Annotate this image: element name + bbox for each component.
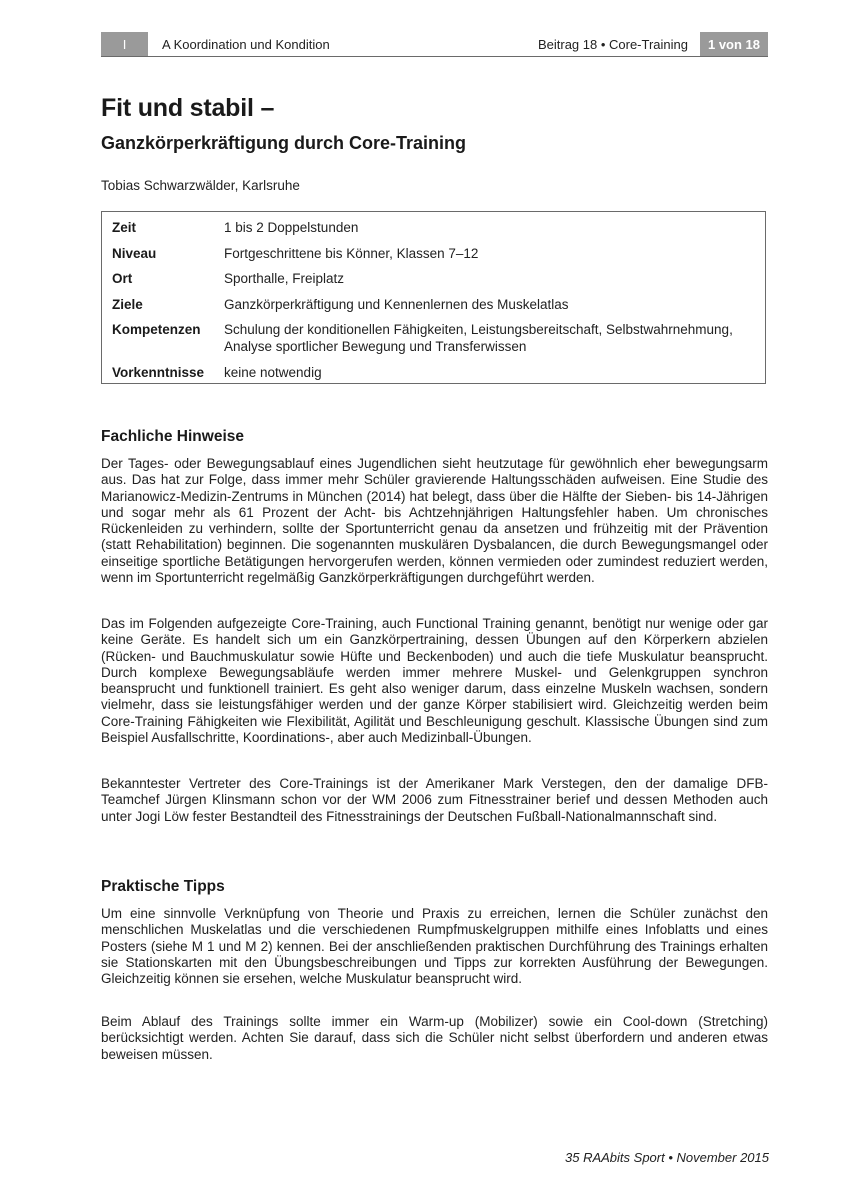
article-title: Beitrag 18 • Core-Training xyxy=(537,36,688,52)
section-number-tab: I xyxy=(101,32,148,56)
section-heading-fachliche-hinweise: Fachliche Hinweise xyxy=(101,428,244,445)
info-value: 1 bis 2 Doppelstunden xyxy=(224,220,359,235)
info-row-kompetenzen xyxy=(112,321,765,355)
running-header xyxy=(101,32,768,57)
section-heading-praktische-tipps: Praktische Tipps xyxy=(101,878,225,895)
info-box xyxy=(101,211,766,384)
info-label: Vorkenntnisse xyxy=(112,364,205,380)
info-label: Niveau xyxy=(112,245,157,261)
paragraph: Um eine sinnvolle Verknüpfung von Theorie und Praxis zu erreichen, lernen die Schüler zunächst den menschlichen Muskelatlas und die verschiedenen Rumpfmuskelgruppen mithilfe eines Infoblatts und eines Posters (siehe M 1 und M 2) kennen. Bei der anschließenden praktischen Durchführung des Trainings erhalten sie Stationskarten mit den Übungsbeschreibungen und Tipps zur korrekten Ausführung der Bewegungen. Gleichzeitig können sie ersehen, welche Muskulatur beansprucht wird. xyxy=(101,906,768,987)
info-value: Fortgeschrittene bis Könner, Klassen 7–12 xyxy=(224,245,479,261)
info-row-ort xyxy=(112,270,765,287)
info-value: Schulung der konditionellen Fähigkeiten, Leistungsbereitschaft, Selbstwahrnehmung, Analyse sportlicher Bewegung und Transferwissen xyxy=(224,322,733,354)
chapter-title: A Koordination und Kondition xyxy=(162,36,330,52)
info-value: Ganzkörperkräftigung und Kennenlernen des Muskelatlas xyxy=(224,296,569,312)
page-title: Fit und stabil – xyxy=(101,94,275,122)
paragraph: Bekanntester Vertreter des Core-Trainings ist der Amerikaner Mark Verstegen, den der damalige DFB-Teamchef Jürgen Klinsmann schon vor der WM 2006 zum Fitnesstrainer berief und dessen Methoden auch unter Jogi Löw fester Bestandteil des Fitnesstrainings der Deutschen Fußball-Nationalmannschaft sind. xyxy=(101,776,768,824)
author-line: Tobias Schwarzwälder, Karlsruhe xyxy=(101,178,300,193)
info-label: Ort xyxy=(112,271,133,286)
info-row-zeit xyxy=(112,219,765,236)
info-label: Kompetenzen xyxy=(112,322,201,337)
paragraph: Der Tages- oder Bewegungsablauf eines Jugendlichen sieht heutzutage für gewöhnlich eher bewegungsarm aus. Das hat zur Folge, dass immer mehr Schüler gravierende Haltungsschäden aufweisen. Eine Studie des Marianowicz-Medizin-Zentrums in München (2014) hat belegt, dass über die Hälfte der Sieben- bis 14-Jährigen und sogar mehr als 61 Prozent der Acht- bis Achtzehnjährigen Haltungsfehler haben. Um chronisches Rückenleiden zu verhindern, sollte der Sportunterricht genau da ansetzen und frühzeitig mit der Prävention (statt Rehabilitation) beginnen. Die sogenannten muskulären Dysbalancen, die durch Bewegungsmangel oder einseitige sportliche Betätigungen hervorgerufen werden, können vermieden oder zumindest reduziert werden, wenn im Sportunterricht regelmäßig Ganzkörperkräftigungen durchgeführt werden. xyxy=(101,456,768,586)
info-label: Ziele xyxy=(112,296,143,312)
paragraph: Das im Folgenden aufgezeigte Core-Training, auch Functional Training genannt, benötigt nur wenige oder gar keine Geräte. Es handelt sich um ein Ganzkörpertraining, dessen Übungen auf den Körperkern abzielen (Rücken- und Bauchmuskulatur sowie Hüfte und Beckenboden) und auch die tiefe Muskulatur beansprucht. Durch komplexe Bewegungsabläufe werden immer mehrere Muskel- und Gelenkgruppen synchron beansprucht und funktionell trainiert. Es geht also weniger darum, dass einzelne Muskeln wachsen, sondern vielmehr, dass sie leistungsfähiger werden und der ganze Körper stabilisiert wird. Gleichzeitig werden beim Core-Training Fähigkeiten wie Flexibilität, Agilität und Beschleunigung geschult. Klassische Übungen sind zum Beispiel Ausfallschritte, Koordinations-, aber auch Medizinball-Übungen. xyxy=(101,616,768,746)
info-value: Sporthalle, Freiplatz xyxy=(224,271,345,286)
info-row-niveau xyxy=(112,245,765,262)
page-subtitle: Ganzkörperkräftigung durch Core-Training xyxy=(101,133,467,153)
page-indicator: 1 von 18 xyxy=(700,32,768,56)
page-footer: 35 RAAbits Sport • November 2015 xyxy=(565,1150,769,1165)
info-row-vorkenntnisse xyxy=(112,364,765,381)
info-row-ziele xyxy=(112,296,765,313)
info-value: keine notwendig xyxy=(224,364,322,380)
paragraph: Beim Ablauf des Trainings sollte immer ein Warm-up (Mobilizer) sowie ein Cool-down (Stretching) berücksichtigt werden. Achten Sie darauf, dass sich die Schüler nicht selbst überfordern und anderen etwas beweisen müssen. xyxy=(101,1014,768,1062)
info-label: Zeit xyxy=(112,220,137,235)
